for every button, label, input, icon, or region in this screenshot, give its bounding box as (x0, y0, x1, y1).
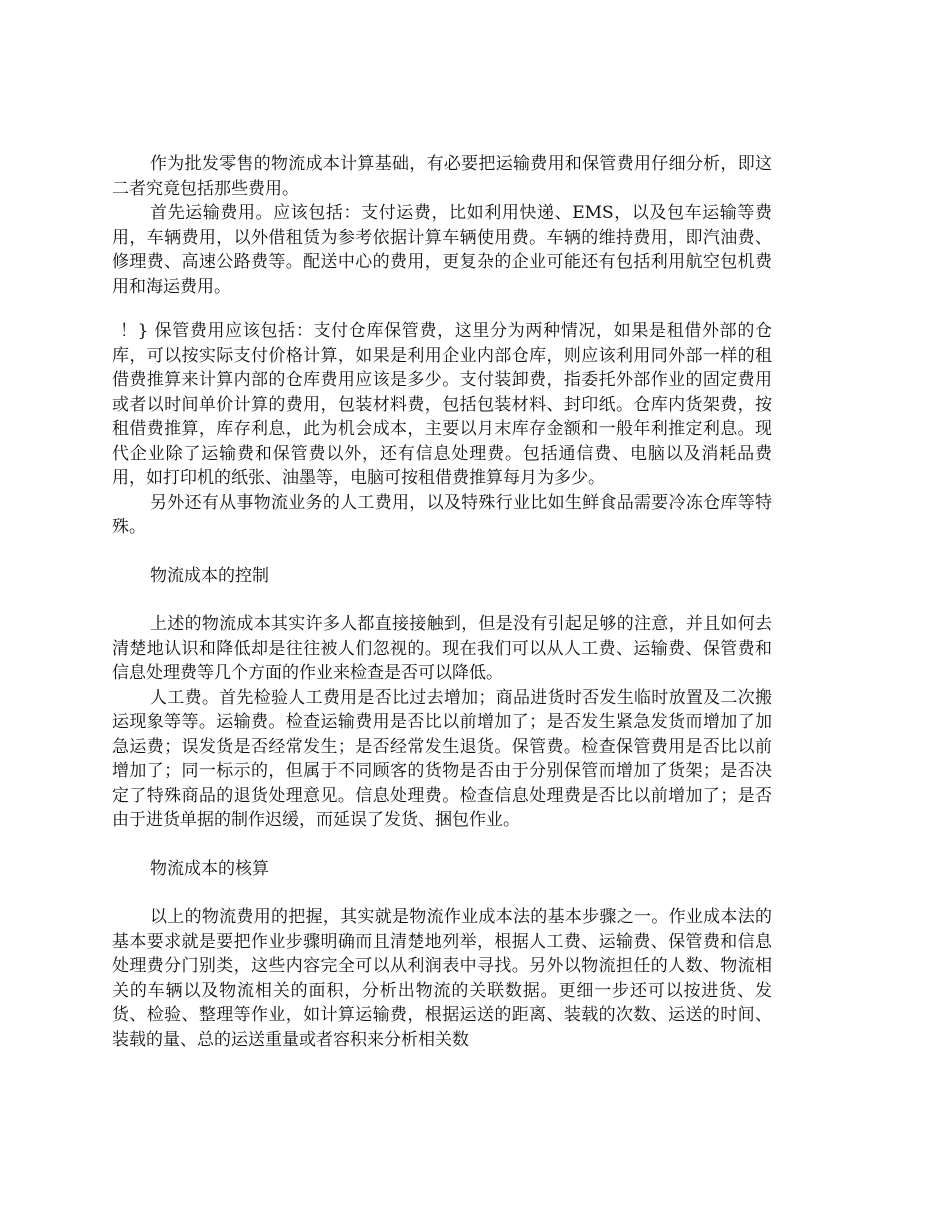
paragraph-control-details: 人工费。首先检验人工费用是否比过去增加；商品进货时否发生临时放置及二次搬运现象等等。运输费。检查运输费用是否比以前增加了；是否发生紧急发货而增加了加急运费；误发货是否经常发生；是否经常发生退货。保管费。检查保管费用是否比以前增加了；同一标示的，但属于不同顾客的货物是否由于分别保管而增加了货架；是否决定了特殊商品的退货处理意见。信息处理费。检查信息处理费是否比以前增加了；是否由于进货单据的制作迟缓，而延误了发货、捆包作业。 (112, 687, 772, 830)
paragraph-gap (112, 833, 772, 857)
paragraph-gap (112, 588, 772, 612)
paragraph-gap (112, 881, 772, 905)
section-heading-accounting: 物流成本的核算 (150, 858, 269, 879)
paragraph-control-intro: 上述的物流成本其实许多人都直接接触到，但是没有引起足够的注意，并且如何去清楚地认识和降低却是往往被人们忽视的。现在我们可以从人工费、运输费、保管费和信息处理费等几个方面的作业来检查是否可以降低。 (112, 614, 772, 683)
paragraph-accounting: 以上的物流费用的把握，其实就是物流作业成本法的基本步骤之一。作业成本法的基本要求就是要把作业步骤明确而且清楚地列举，根据人工费、运输费、保管费和信息处理费分门别类，这些内容完全可以从利润表中寻找。另外以物流担任的人数、物流相关的车辆以及物流相关的面积，分析出物流的关联数据。更细一步还可以按进货、发货、检验、整理等作业，如计算运输费，根据运送的距离、装载的次数、运送的时间、装载的量、总的运送重量或者容积来分析相关数 (112, 907, 772, 1050)
section-heading-control: 物流成本的控制 (150, 565, 269, 586)
paragraph-storage-cost: ！} 保管费用应该包括：支付仓库保管费，这里分为两种情况，如果是租借外部的仓库，可以按实际支付价格计算，如果是利用企业内部仓库，则应该利用同外部一样的租借费推算来计算内部的仓库费用应该是多少。支付装卸费，指委托外部作业的固定费用或者以时间单价计算的费用，包装材料费，包括包装材料、封印纸。仓库内货架费，按租借费推算，库存利息，此为机会成本，主要以月末库存金额和一般年利推定利息。现代企业除了运输费和保管费以外，还有信息处理费。包括通信费、电脑以及消耗品费用，如打印机的纸张、油墨等，电脑可按租借费推算每月为多少。 (112, 321, 772, 488)
paragraph-transport-cost: 首先运输费用。应该包括：支付运费，比如利用快递、EMS，以及包车运输等费用，车辆费用，以外借租赁为参考依据计算车辆使用费。车辆的维持费用，即汽油费、修理费、高速公路费等。配送中心的费用，更复杂的企业可能还有包括利用航空包机费用和海运费用。 (112, 203, 772, 297)
paragraph-gap (112, 299, 772, 319)
document-body (112, 152, 772, 1052)
paragraph-cost-basis: 作为批发零售的物流成本计算基础，有必要把运输费用和保管费用仔细分析，即这二者究竟包括那些费用。 (112, 154, 772, 199)
paragraph-labor-cost: 另外还有从事物流业务的人工费用，以及特殊行业比如生鲜食品需要冷冻仓库等特殊。 (112, 492, 772, 537)
paragraph-gap (112, 540, 772, 564)
